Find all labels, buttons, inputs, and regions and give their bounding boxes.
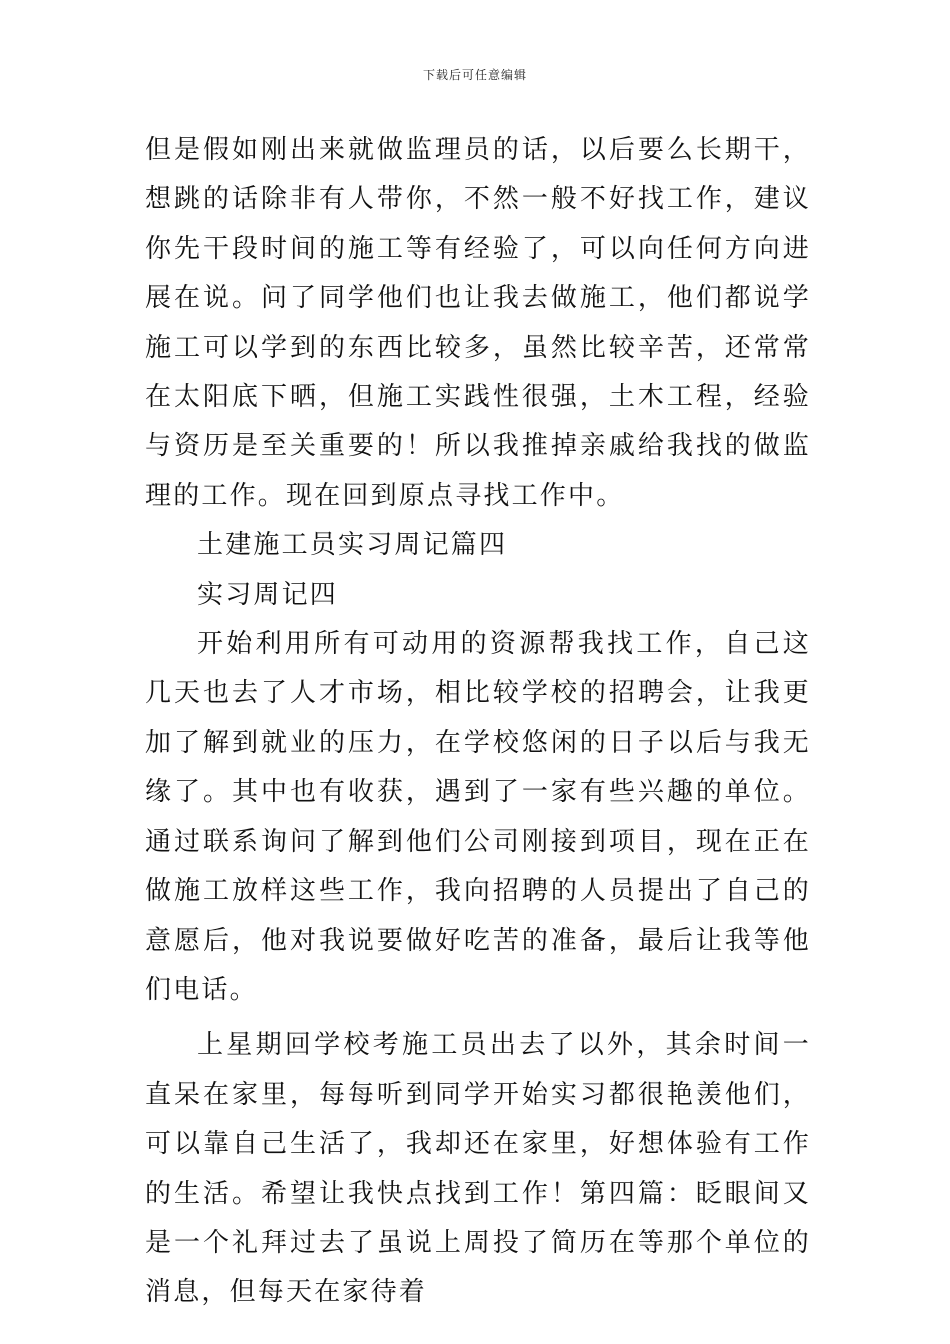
- document-body: [145, 126, 811, 1318]
- section-heading: 土建施工员实习周记篇四: [197, 530, 508, 561]
- paragraph-continuation: 但是假如刚出来就做监理员的话，以后要么长期干，想跳的话除非有人带你，不然一般不好找工作，建议你先干段时间的施工等有经验了，可以向任何方向进展在说。问了同学他们也让我去做施工，他们都说学施工可以学到的东西比较多，虽然比较辛苦，还常常在太阳底下晒，但施工实践性很强，土木工程，经验与资历是至关重要的！所以我推掉亲戚给我找的做监理的工作。现在回到原点寻找工作中。: [145, 135, 811, 511]
- page-header-note: 下载后可任意编辑: [422, 68, 527, 82]
- paragraph: 上星期回学校考施工员出去了以外，其余时间一直呆在家里，每每听到同学开始实习都很艳羡他们，可以靠自己生活了，我却还在家里，好想体验有工作的生活。希望让我快点找到工作！第四篇：眨眼间又是一个礼拜过去了虽说上周投了简历在等那个单位的消息，但每天在家待着: [145, 1030, 811, 1308]
- paragraph: 开始利用所有可动用的资源帮我找工作，自己这几天也去了人才市场，相比较学校的招聘会，让我更加了解到就业的压力，在学校悠闲的日子以后与我无缘了。其中也有收获，遇到了一家有些兴趣的单位。通过联系询问了解到他们公司刚接到项目，现在正在做施工放样这些工作，我向招聘的人员提出了自己的意愿后，他对我说要做好吃苦的准备，最后让我等他们电话。: [145, 629, 811, 1005]
- section-subheading: 实习周记四: [197, 579, 339, 610]
